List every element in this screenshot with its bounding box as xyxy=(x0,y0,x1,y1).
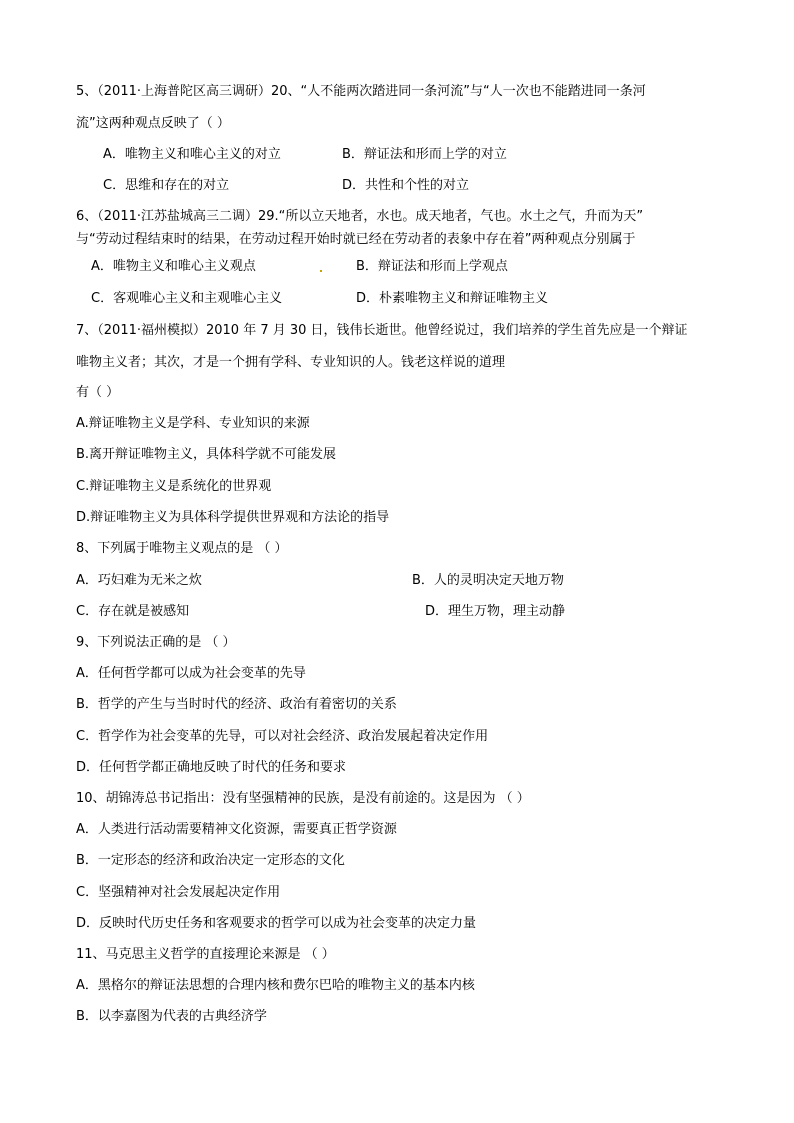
stray-mark xyxy=(320,270,322,272)
q8-option-b: B．人的灵明决定天地万物 xyxy=(412,573,564,588)
q6-stem-line-2: 与“劳动过程结束时的结果，在劳动过程开始时就已经在劳动者的表象中存在着”两种观点分别属于 xyxy=(76,232,636,247)
q11-option-a: A．黑格尔的辩证法思想的合理内核和费尔巴哈的唯物主义的基本内核 xyxy=(76,978,475,993)
q9-option-a: A．任何哲学都可以成为社会变革的先导 xyxy=(76,666,306,681)
q10-option-b: B．一定形态的经济和政治决定一定形态的文化 xyxy=(76,853,345,868)
q9-option-b: B．哲学的产生与当时时代的经济、政治有着密切的关系 xyxy=(76,697,397,712)
q5-option-a: A．唯物主义和唯心主义的对立 xyxy=(103,147,281,162)
q7-stem-line-2: 唯物主义者；其次，才是一个拥有学科、专业知识的人。钱老这样说的道理 xyxy=(76,355,506,370)
q5-option-c: C．思维和存在的对立 xyxy=(103,178,230,193)
q9-stem: 9、下列说法正确的是 （ ） xyxy=(76,635,236,650)
q8-option-a: A．巧妇难为无米之炊 xyxy=(76,573,202,588)
q10-option-a: A．人类进行活动需要精神文化资源，需要真正哲学资源 xyxy=(76,822,397,837)
q10-option-d: D．反映时代历史任务和客观要求的哲学可以成为社会变革的决定力量 xyxy=(76,916,477,931)
q8-stem: 8、下列属于唯物主义观点的是 （ ） xyxy=(76,541,288,556)
q7-stem-line-1: 7、（2011·福州模拟）2010 年 7 月 30 日，钱伟长逝世。他曾经说过，我们培养的学生首先应是一个辩证 xyxy=(76,323,688,338)
q10-option-c: C．坚强精神对社会发展起决定作用 xyxy=(76,885,281,900)
q6-option-b: B．辩证法和形而上学观点 xyxy=(356,259,508,274)
q5-option-d: D．共性和个性的对立 xyxy=(342,178,470,193)
q7-option-b: B.离开辩证唯物主义，具体科学就不可能发展 xyxy=(76,447,337,462)
q6-stem-line-1: 6、（2011·江苏盐城高三二调）29.“所以立天地者，水也。成天地者，气也。水土之气，升而为天” xyxy=(76,209,644,224)
q7-option-c: C.辩证唯物主义是系统化的世界观 xyxy=(76,479,272,494)
q6-option-d: D．朴素唯物主义和辩证唯物主义 xyxy=(356,291,549,306)
q10-stem: 10、胡锦涛总书记指出：没有坚强精神的民族，是没有前途的。这是因为 （ ） xyxy=(76,791,530,806)
q8-option-c: C．存在就是被感知 xyxy=(76,604,190,619)
q7-option-a: A.辩证唯物主义是学科、专业知识的来源 xyxy=(76,416,310,431)
q7-stem-line-3: 有（ ） xyxy=(76,385,120,400)
q8-option-d: D．理生万物，理主动静 xyxy=(425,604,566,619)
q5-option-b: B．辩证法和形而上学的对立 xyxy=(342,147,507,162)
q5-stem-line-1: 5、（2011·上海普陀区高三调研）20、“人不能两次踏进同一条河流”与“人一次也不能踏进同一条河 xyxy=(76,84,646,99)
q9-option-d: D．任何哲学都正确地反映了时代的任务和要求 xyxy=(76,760,347,775)
q6-option-c: C．客观唯心主义和主观唯心主义 xyxy=(91,291,283,306)
q6-option-a: A．唯物主义和唯心主义观点 xyxy=(91,259,256,274)
q7-option-d: D.辩证唯物主义为具体科学提供世界观和方法论的指导 xyxy=(76,510,390,525)
q11-option-b: B．以李嘉图为代表的古典经济学 xyxy=(76,1009,267,1024)
q9-option-c: C．哲学作为社会变革的先导，可以对社会经济、政治发展起着决定作用 xyxy=(76,729,489,744)
q5-stem-line-2: 流”这两种观点反映了（ ） xyxy=(76,116,230,131)
q11-stem: 11、马克思主义哲学的直接理论来源是 （ ） xyxy=(76,947,335,962)
